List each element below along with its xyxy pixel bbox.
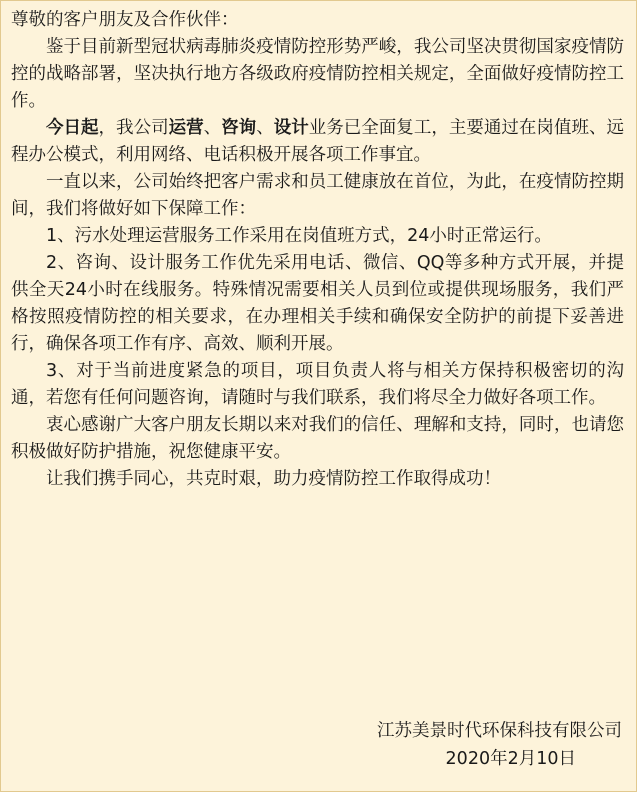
- paragraph-resumption: [11, 115, 624, 169]
- paragraph-closing: 让我们携手同心，共克时艰，助力疫情防控工作取得成功！: [46, 469, 501, 489]
- consulting-emphasis: 咨询: [221, 118, 257, 138]
- operations-emphasis: 运营: [168, 118, 204, 138]
- separator: 、: [256, 118, 274, 138]
- paragraph-resumption-rest: 业务已全面复工，主要通过在岗值班、远程办公模式，利用网络、电话积极开展各项工作事宜。: [11, 118, 624, 165]
- design-emphasis: 设计: [273, 118, 309, 138]
- salutation: 尊敬的客户朋友及合作伙伴：: [11, 10, 239, 30]
- list-item-operations: 1、污水处理运营服务工作采用在岗值班方式，24小时正常运行。: [46, 226, 552, 246]
- today-emphasis: 今日起: [46, 118, 99, 138]
- signature-date: 2020年2月10日: [445, 749, 576, 769]
- paragraph-epidemic-context: 鉴于目前新型冠状病毒肺炎疫情防控形势严峻，我公司坚决贯彻国家疫情防控的战略部署，坚决执行地方各级政府疫情防控相关规定，全面做好疫情防控工作。: [11, 37, 624, 111]
- list-item-consulting: 2、咨询、设计服务工作优先采用电话、微信、QQ等多种方式开展，并提供全天24小时在线服务。特殊情况需要相关人员到位或提供现场服务，我们严格按照疫情防控的相关要求，在办理相关手续和确保安全防护的前提下妥善进行，确保各项工作有序、高效、顺利开展。: [11, 253, 624, 354]
- signature-block: [377, 717, 622, 773]
- company-name: 江苏美景时代环保科技有限公司: [377, 721, 622, 741]
- paragraph-thanks: 衷心感谢广大客户朋友长期以来对我们的信任、理解和支持，同时，也请您积极做好防护措施，祝您健康平安。: [11, 415, 624, 462]
- paragraph-commitment: 一直以来，公司始终把客户需求和员工健康放在首位，为此，在疫情防控期间，我们将做好如下保障工作：: [11, 172, 624, 219]
- separator: 、: [203, 118, 222, 138]
- list-item-urgent-projects: 3、对于当前进度紧急的项目，项目负责人将与相关方保持积极密切的沟通，若您有任何问题咨询，请随时与我们联系，我们将尽全力做好各项工作。: [11, 361, 624, 408]
- paragraph-resumption-text: ，我公司: [98, 118, 169, 138]
